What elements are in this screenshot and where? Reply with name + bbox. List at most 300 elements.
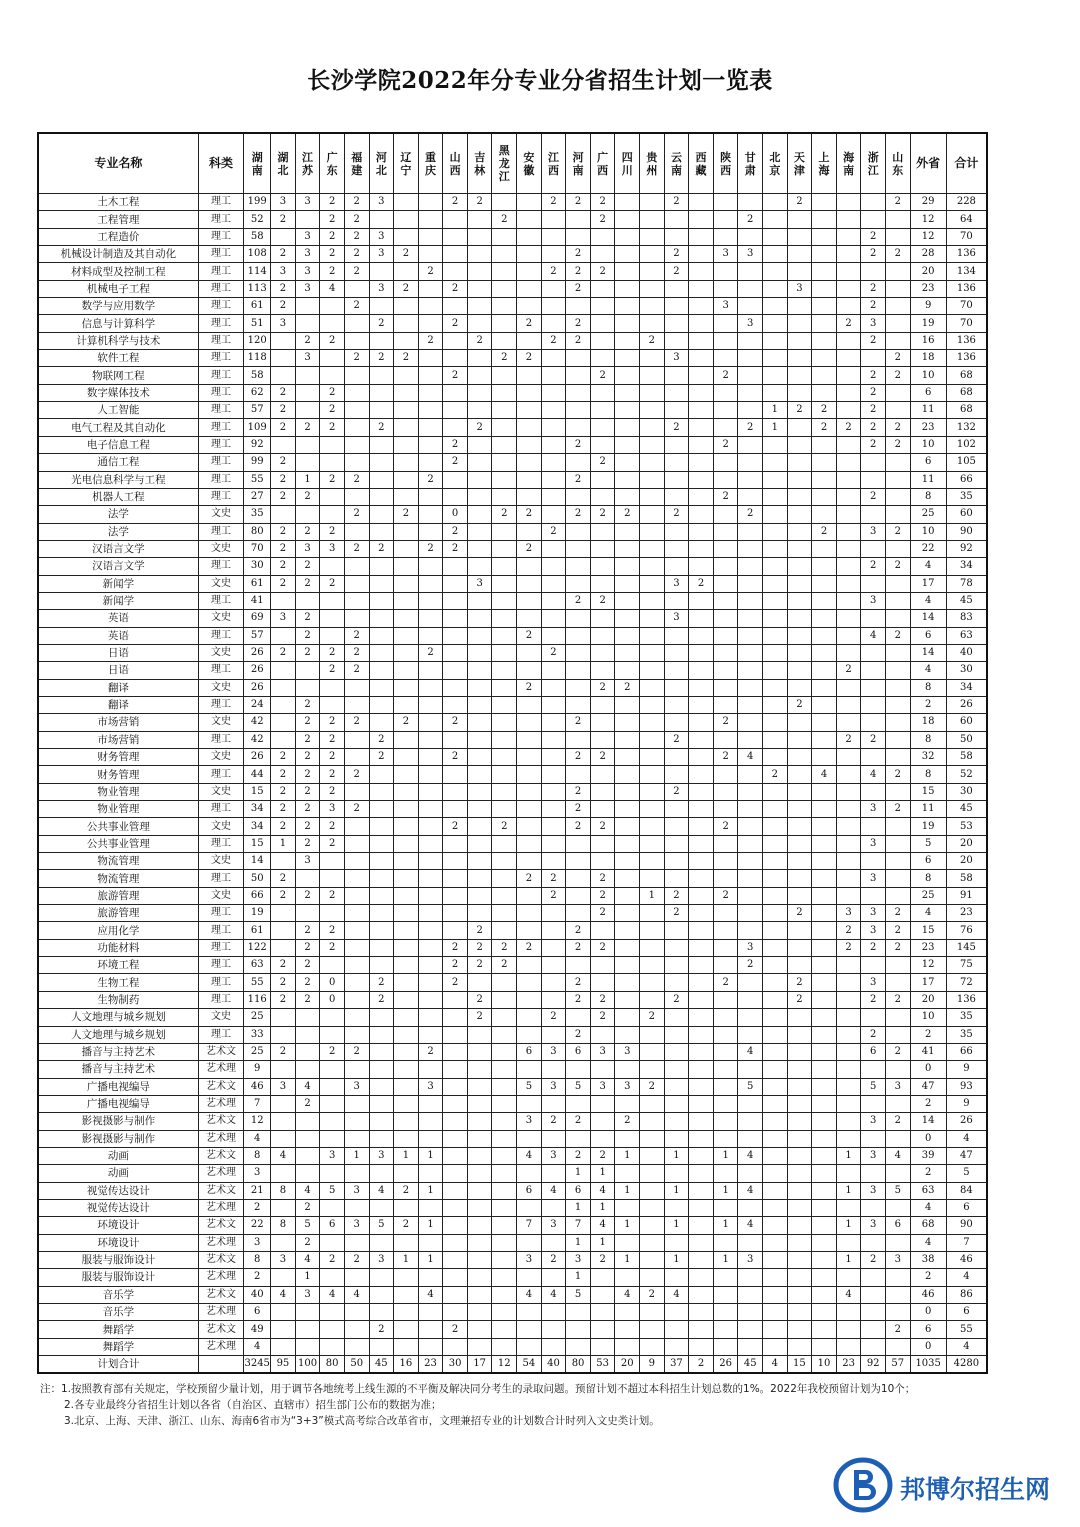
- quota-cell: 7: [946, 1234, 987, 1251]
- major-name-cell: 计算机科学与技术: [38, 332, 198, 349]
- quota-cell: [517, 644, 542, 661]
- quota-cell: 2: [787, 905, 812, 922]
- subject-type-cell: 理工: [198, 766, 243, 783]
- quota-cell: 2: [295, 835, 320, 852]
- quota-cell: [541, 1269, 566, 1286]
- quota-cell: [615, 922, 640, 939]
- quota-cell: [369, 1199, 394, 1216]
- quota-cell: [590, 766, 615, 783]
- quota-cell: [787, 488, 812, 505]
- quota-cell: [467, 558, 492, 575]
- quota-cell: [320, 436, 345, 453]
- quota-cell: 34: [244, 818, 271, 835]
- quota-cell: 2: [861, 1026, 886, 1043]
- quota-cell: [443, 801, 468, 818]
- quota-cell: 2: [271, 575, 296, 592]
- table-row: [38, 298, 987, 315]
- quota-cell: [812, 644, 837, 661]
- quota-cell: [492, 853, 517, 870]
- table-row: [38, 1165, 987, 1182]
- quota-cell: 63: [244, 957, 271, 974]
- subject-type-cell: 艺术文: [198, 1217, 243, 1234]
- quota-cell: [640, 939, 665, 956]
- major-name-cell: 环境设计: [38, 1234, 198, 1251]
- quota-cell: 45: [946, 801, 987, 818]
- quota-cell: [812, 246, 837, 263]
- quota-cell: [590, 1130, 615, 1147]
- quota-cell: 2: [492, 211, 517, 228]
- quota-cell: 55: [244, 471, 271, 488]
- quota-cell: [590, 1269, 615, 1286]
- quota-cell: [763, 211, 788, 228]
- column-header: 福建: [344, 133, 369, 194]
- quota-cell: [369, 610, 394, 627]
- quota-cell: [394, 315, 419, 332]
- quota-cell: [517, 974, 542, 991]
- quota-cell: [787, 540, 812, 557]
- quota-cell: [738, 818, 763, 835]
- quota-cell: [517, 922, 542, 939]
- quota-cell: [689, 263, 714, 280]
- quota-cell: 2: [443, 194, 468, 211]
- quota-cell: [295, 1061, 320, 1078]
- quota-cell: [787, 1165, 812, 1182]
- quota-cell: [664, 540, 689, 557]
- quota-cell: 2: [492, 506, 517, 523]
- quota-cell: 3: [369, 194, 394, 211]
- quota-cell: 2: [787, 696, 812, 713]
- quota-cell: [885, 315, 910, 332]
- quota-cell: [492, 1321, 517, 1338]
- quota-cell: [763, 1043, 788, 1060]
- quota-cell: [738, 1130, 763, 1147]
- quota-cell: [320, 558, 345, 575]
- quota-cell: 2: [295, 1234, 320, 1251]
- quota-cell: [271, 922, 296, 939]
- quota-cell: 2: [664, 246, 689, 263]
- quota-cell: 2: [320, 662, 345, 679]
- quota-cell: [640, 905, 665, 922]
- quota-cell: 2: [885, 627, 910, 644]
- quota-cell: [738, 575, 763, 592]
- quota-cell: 9: [910, 298, 946, 315]
- quota-cell: 61: [244, 922, 271, 939]
- quota-cell: [467, 1113, 492, 1130]
- quota-cell: [861, 350, 886, 367]
- quota-cell: [492, 1043, 517, 1060]
- quota-cell: [787, 644, 812, 661]
- quota-cell: 2: [885, 939, 910, 956]
- quota-cell: [885, 870, 910, 887]
- quota-cell: [812, 939, 837, 956]
- table-row: [38, 523, 987, 540]
- quota-cell: [713, 592, 738, 609]
- major-name-cell: 法学: [38, 523, 198, 540]
- quota-cell: 40: [946, 644, 987, 661]
- quota-cell: [418, 402, 443, 419]
- quota-cell: 0: [910, 1130, 946, 1147]
- quota-cell: [640, 835, 665, 852]
- quota-cell: [443, 1147, 468, 1164]
- quota-cell: 10: [910, 367, 946, 384]
- quota-cell: 2: [295, 644, 320, 661]
- quota-cell: 95: [271, 1356, 296, 1374]
- quota-cell: 1: [713, 1251, 738, 1268]
- quota-cell: 2: [664, 783, 689, 800]
- subject-type-cell: 理工: [198, 922, 243, 939]
- quota-cell: [787, 1182, 812, 1199]
- quota-cell: 1: [615, 1182, 640, 1199]
- quota-cell: 105: [946, 454, 987, 471]
- major-name-cell: 翻译: [38, 679, 198, 696]
- quota-cell: [295, 905, 320, 922]
- quota-cell: [861, 662, 886, 679]
- quota-cell: [418, 1338, 443, 1355]
- quota-cell: [443, 1165, 468, 1182]
- column-header: 专业名称: [38, 133, 198, 194]
- quota-cell: [271, 696, 296, 713]
- quota-cell: 2: [443, 957, 468, 974]
- quota-cell: 2: [787, 194, 812, 211]
- quota-cell: [320, 1234, 345, 1251]
- quota-cell: 2: [394, 350, 419, 367]
- quota-cell: 50: [946, 731, 987, 748]
- quota-cell: 3: [885, 1251, 910, 1268]
- quota-cell: [590, 1321, 615, 1338]
- quota-cell: [812, 488, 837, 505]
- quota-cell: [541, 991, 566, 1008]
- quota-cell: 9: [244, 1061, 271, 1078]
- quota-cell: 3: [320, 801, 345, 818]
- quota-cell: [467, 384, 492, 401]
- quota-cell: 1: [836, 1147, 861, 1164]
- quota-cell: [836, 1113, 861, 1130]
- quota-cell: [689, 679, 714, 696]
- quota-cell: 2: [566, 1147, 591, 1164]
- quota-cell: 52: [244, 211, 271, 228]
- quota-cell: [271, 853, 296, 870]
- quota-cell: [689, 1338, 714, 1355]
- quota-cell: [590, 1026, 615, 1043]
- quota-cell: [492, 1182, 517, 1199]
- table-row: [38, 1234, 987, 1251]
- quota-cell: [689, 974, 714, 991]
- quota-cell: 2: [320, 766, 345, 783]
- quota-cell: [492, 783, 517, 800]
- quota-cell: 1: [394, 1251, 419, 1268]
- quota-cell: [787, 246, 812, 263]
- quota-cell: [713, 228, 738, 245]
- quota-cell: [271, 731, 296, 748]
- quota-cell: [517, 957, 542, 974]
- quota-cell: 68: [910, 1217, 946, 1234]
- quota-cell: 2: [566, 974, 591, 991]
- quota-cell: [418, 905, 443, 922]
- major-name-cell: 物流管理: [38, 853, 198, 870]
- quota-cell: 6: [566, 1182, 591, 1199]
- quota-cell: [738, 870, 763, 887]
- quota-cell: [517, 662, 542, 679]
- quota-cell: [394, 1095, 419, 1112]
- quota-cell: [689, 714, 714, 731]
- quota-cell: [861, 454, 886, 471]
- major-name-cell: 公共事业管理: [38, 835, 198, 852]
- subject-type-cell: 理工: [198, 194, 243, 211]
- quota-cell: 4: [320, 1286, 345, 1303]
- quota-cell: [689, 436, 714, 453]
- quota-cell: [787, 1095, 812, 1112]
- quota-cell: [689, 558, 714, 575]
- quota-cell: [861, 194, 886, 211]
- quota-cell: [861, 1009, 886, 1026]
- quota-cell: [885, 1130, 910, 1147]
- quota-cell: [369, 1026, 394, 1043]
- quota-cell: [467, 1026, 492, 1043]
- quota-cell: [517, 263, 542, 280]
- quota-cell: [517, 558, 542, 575]
- quota-cell: 2: [861, 298, 886, 315]
- quota-cell: 2: [885, 801, 910, 818]
- major-name-cell: 服装与服饰设计: [38, 1251, 198, 1268]
- quota-cell: [394, 540, 419, 557]
- quota-cell: [443, 332, 468, 349]
- quota-cell: [492, 1095, 517, 1112]
- quota-cell: 12: [910, 228, 946, 245]
- quota-cell: 86: [946, 1286, 987, 1303]
- quota-cell: [320, 627, 345, 644]
- quota-cell: [467, 246, 492, 263]
- table-row: [38, 1113, 987, 1130]
- quota-cell: [492, 835, 517, 852]
- subject-type-cell: [198, 1356, 243, 1374]
- quota-cell: [787, 1234, 812, 1251]
- table-row: [38, 905, 987, 922]
- quota-cell: [271, 905, 296, 922]
- quota-cell: 3: [320, 1147, 345, 1164]
- table-row: [38, 454, 987, 471]
- subject-type-cell: 理工: [198, 662, 243, 679]
- quota-cell: [763, 540, 788, 557]
- quota-cell: 2: [295, 610, 320, 627]
- quota-cell: [836, 263, 861, 280]
- quota-cell: 2: [295, 575, 320, 592]
- major-name-cell: 日语: [38, 644, 198, 661]
- quota-cell: [763, 783, 788, 800]
- quota-cell: 35: [946, 488, 987, 505]
- quota-cell: 22: [244, 1217, 271, 1234]
- major-name-cell: 视觉传达设计: [38, 1182, 198, 1199]
- quota-cell: 25: [910, 506, 946, 523]
- quota-cell: [492, 1251, 517, 1268]
- quota-cell: [492, 1078, 517, 1095]
- quota-cell: [640, 1199, 665, 1216]
- quota-cell: [443, 1061, 468, 1078]
- quota-cell: 6: [910, 627, 946, 644]
- quota-cell: [713, 853, 738, 870]
- quota-cell: [344, 419, 369, 436]
- quota-cell: 10: [910, 1009, 946, 1026]
- quota-cell: 2: [713, 436, 738, 453]
- quota-cell: 136: [946, 991, 987, 1008]
- quota-cell: [394, 454, 419, 471]
- quota-cell: 90: [946, 523, 987, 540]
- quota-cell: [394, 1043, 419, 1060]
- quota-cell: [615, 263, 640, 280]
- quota-cell: 6: [910, 853, 946, 870]
- major-name-cell: 汉语言文学: [38, 558, 198, 575]
- quota-cell: [640, 1321, 665, 1338]
- quota-cell: [443, 1217, 468, 1234]
- quota-cell: 3: [541, 1147, 566, 1164]
- quota-cell: [885, 1026, 910, 1043]
- quota-cell: [418, 783, 443, 800]
- quota-cell: [320, 1321, 345, 1338]
- quota-cell: [812, 679, 837, 696]
- quota-cell: [713, 1321, 738, 1338]
- quota-cell: [443, 905, 468, 922]
- quota-cell: 3: [467, 575, 492, 592]
- quota-cell: [664, 471, 689, 488]
- quota-cell: [443, 627, 468, 644]
- quota-cell: [861, 610, 886, 627]
- quota-cell: 2: [738, 419, 763, 436]
- quota-cell: [541, 835, 566, 852]
- quota-cell: [369, 1338, 394, 1355]
- quota-cell: 1: [295, 471, 320, 488]
- quota-cell: [640, 922, 665, 939]
- quota-cell: [812, 1113, 837, 1130]
- quota-cell: 10: [910, 523, 946, 540]
- quota-cell: 1: [566, 1199, 591, 1216]
- subject-type-cell: 文史: [198, 506, 243, 523]
- quota-cell: [492, 1147, 517, 1164]
- quota-cell: 60: [946, 714, 987, 731]
- quota-cell: [467, 1286, 492, 1303]
- quota-cell: 4: [910, 558, 946, 575]
- subject-type-cell: 艺术理: [198, 1234, 243, 1251]
- quota-cell: 11: [910, 801, 946, 818]
- table-row: [38, 766, 987, 783]
- quota-cell: [640, 246, 665, 263]
- quota-cell: [517, 228, 542, 245]
- quota-cell: [492, 488, 517, 505]
- quota-cell: [689, 1286, 714, 1303]
- quota-cell: [271, 679, 296, 696]
- quota-cell: [394, 610, 419, 627]
- quota-cell: [541, 1321, 566, 1338]
- quota-cell: [344, 1234, 369, 1251]
- quota-cell: [787, 315, 812, 332]
- quota-cell: [763, 1304, 788, 1321]
- quota-cell: 14: [910, 1113, 946, 1130]
- quota-cell: [517, 991, 542, 1008]
- quota-cell: [713, 384, 738, 401]
- quota-cell: [812, 1304, 837, 1321]
- quota-cell: [689, 1251, 714, 1268]
- quota-cell: [369, 922, 394, 939]
- quota-cell: 2: [664, 905, 689, 922]
- quota-cell: [344, 454, 369, 471]
- quota-cell: [664, 853, 689, 870]
- quota-cell: [640, 1147, 665, 1164]
- quota-cell: [615, 1009, 640, 1026]
- quota-cell: [541, 610, 566, 627]
- quota-cell: [787, 1147, 812, 1164]
- quota-cell: [344, 818, 369, 835]
- quota-cell: [443, 731, 468, 748]
- quota-cell: [394, 939, 419, 956]
- quota-cell: [861, 887, 886, 904]
- quota-cell: 2: [271, 454, 296, 471]
- table-row: [38, 471, 987, 488]
- quota-cell: [664, 1199, 689, 1216]
- subject-type-cell: 艺术理: [198, 1199, 243, 1216]
- quota-cell: 2: [590, 1251, 615, 1268]
- quota-cell: [394, 1009, 419, 1026]
- quota-cell: [541, 783, 566, 800]
- quota-cell: 2: [344, 801, 369, 818]
- column-header: 浙江: [861, 133, 886, 194]
- quota-cell: [664, 1026, 689, 1043]
- quota-cell: 3: [861, 801, 886, 818]
- quota-cell: [812, 835, 837, 852]
- quota-cell: [787, 1113, 812, 1130]
- quota-cell: 2: [566, 592, 591, 609]
- quota-cell: 10: [812, 1356, 837, 1374]
- quota-cell: 3: [713, 298, 738, 315]
- quota-cell: [320, 1009, 345, 1026]
- quota-cell: 2: [295, 939, 320, 956]
- quota-cell: 4: [910, 1199, 946, 1216]
- quota-cell: [418, 922, 443, 939]
- quota-cell: 18: [910, 350, 946, 367]
- quota-cell: 2: [320, 749, 345, 766]
- quota-cell: [738, 194, 763, 211]
- quota-cell: 2: [910, 1165, 946, 1182]
- table-row: [38, 1078, 987, 1095]
- quota-cell: [664, 454, 689, 471]
- quota-cell: [566, 644, 591, 661]
- quota-cell: [689, 1078, 714, 1095]
- quota-cell: [713, 332, 738, 349]
- quota-cell: [344, 315, 369, 332]
- quota-cell: 2: [541, 523, 566, 540]
- quota-cell: [836, 644, 861, 661]
- quota-cell: 70: [244, 540, 271, 557]
- quota-cell: [467, 298, 492, 315]
- quota-cell: [590, 731, 615, 748]
- quota-cell: 2: [320, 263, 345, 280]
- quota-cell: 76: [946, 922, 987, 939]
- quota-cell: [443, 887, 468, 904]
- quota-cell: [418, 315, 443, 332]
- subject-type-cell: 艺术文: [198, 1113, 243, 1130]
- quota-cell: 2: [344, 194, 369, 211]
- quota-cell: [763, 887, 788, 904]
- quota-cell: [738, 696, 763, 713]
- quota-cell: [640, 1182, 665, 1199]
- quota-cell: [394, 298, 419, 315]
- quota-cell: [443, 1304, 468, 1321]
- quota-cell: 3: [295, 246, 320, 263]
- table-row: [38, 853, 987, 870]
- quota-cell: [763, 610, 788, 627]
- quota-cell: [763, 801, 788, 818]
- quota-cell: [836, 887, 861, 904]
- quota-cell: [418, 991, 443, 1008]
- quota-cell: [615, 1199, 640, 1216]
- column-header: 天津: [787, 133, 812, 194]
